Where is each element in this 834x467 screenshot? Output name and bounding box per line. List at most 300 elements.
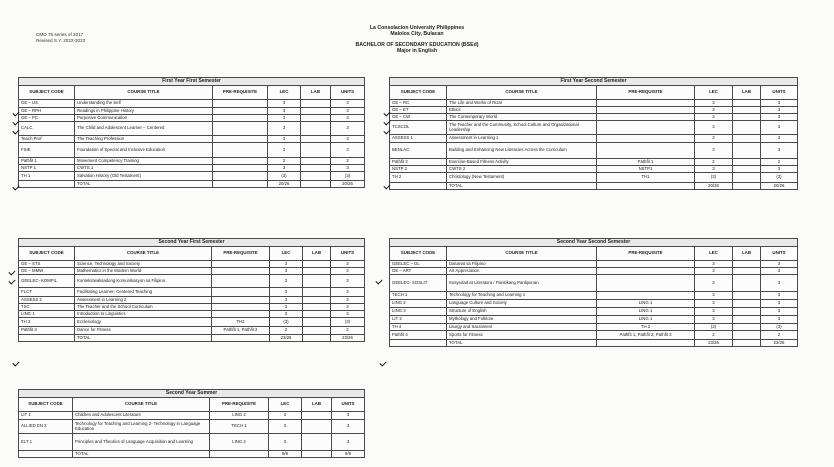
subject-code: Pathfit 3 xyxy=(19,327,75,335)
units-value: 3 xyxy=(761,135,798,143)
units-value: (3) xyxy=(331,172,365,181)
units-value: 2 xyxy=(331,158,365,165)
subject-code xyxy=(19,451,73,458)
column-header-prereq: PRE-REQUISITE xyxy=(213,86,268,100)
course-title: Technology for Teaching and Learning 1 xyxy=(447,292,597,300)
school-city: Malolos City, Bulacan xyxy=(390,31,444,37)
course-row xyxy=(390,107,798,114)
units-value: 3 xyxy=(331,297,365,304)
course-row xyxy=(390,292,798,300)
lab-value xyxy=(302,451,332,458)
units-value: 2 xyxy=(331,327,365,335)
course-title: Exercise-Based Fitness Activity xyxy=(447,159,597,166)
course-title: Foundation of Special and Inclusive Education xyxy=(75,143,213,158)
subject-code: NSTP 2 xyxy=(390,166,447,173)
units-value: 3 xyxy=(331,261,365,268)
lec-value: (3) xyxy=(268,172,301,181)
pre-requisite xyxy=(213,122,268,136)
pre-requisite xyxy=(212,268,270,275)
column-header-code: SUBJECT CODE xyxy=(19,398,73,412)
lab-value xyxy=(733,292,761,300)
course-row xyxy=(390,331,798,340)
column-header-lec: LEC xyxy=(269,398,302,412)
pre-requisite xyxy=(213,181,268,188)
course-row xyxy=(19,122,365,136)
units-value: 23/26 xyxy=(761,340,798,347)
lab-value xyxy=(733,331,761,340)
second-year-summer-table xyxy=(18,389,365,458)
lab-value xyxy=(301,165,331,172)
course-title: Building and Enhancing New Literacies Across the Curriculum xyxy=(447,143,597,159)
lec-value: 2 xyxy=(270,327,303,335)
course-title: TOTAL xyxy=(73,451,210,458)
second-year-first-semester-table xyxy=(18,238,365,342)
course-row xyxy=(19,304,365,311)
subject-code: GEELEC- SOSLIT xyxy=(390,275,447,292)
course-title: Principles and Theories of Language Acquisition and Learning xyxy=(73,434,210,451)
lab-value xyxy=(302,434,332,451)
subject-code: GE – PC xyxy=(19,115,75,122)
pre-requisite: TECH 1 xyxy=(210,420,269,434)
column-header-lec: LEC xyxy=(270,247,303,261)
units-value: 20/26 xyxy=(761,183,798,190)
units-value: 3 xyxy=(761,261,798,268)
course-row xyxy=(19,261,365,268)
pre-requisite xyxy=(213,108,268,115)
units-value: 3 xyxy=(331,268,365,275)
lec-value: 3 xyxy=(695,261,733,268)
subject-code: BENLAC xyxy=(390,143,447,159)
lab-value xyxy=(733,324,761,331)
lab-value xyxy=(303,275,331,288)
pre-requisite xyxy=(597,292,695,300)
course-title: Liturgy and Sacrament xyxy=(447,324,597,331)
subject-code: GE – RPH xyxy=(19,108,75,115)
subject-code: GEELEC- KOMFIL xyxy=(19,275,75,288)
units-value: 3 xyxy=(332,420,365,434)
course-row xyxy=(19,143,365,158)
lab-value xyxy=(733,268,761,275)
column-header-lec: LEC xyxy=(695,247,733,261)
pre-requisite: TH1 xyxy=(597,173,695,183)
units-value: 3 xyxy=(761,300,798,308)
course-title: Ecclesiology xyxy=(75,318,212,327)
course-row xyxy=(19,158,365,165)
pre-requisite xyxy=(597,340,695,347)
units-value: 3 xyxy=(331,275,365,288)
column-header-title: COURSE TITLE xyxy=(75,247,212,261)
course-title: Assessment in Learning 2 xyxy=(75,297,212,304)
lec-value: 3 xyxy=(268,122,301,136)
course-row xyxy=(390,275,798,292)
subject-code: TH 1 xyxy=(19,172,75,181)
subject-code: GEELEC – DL xyxy=(390,261,447,268)
course-title: CWTS 1 xyxy=(75,165,213,172)
units-value: 3 xyxy=(761,316,798,324)
course-title: Introduction to Linguistics xyxy=(75,311,212,318)
checkmark-icon xyxy=(12,183,19,190)
units-value: 3 xyxy=(331,122,365,136)
subject-code: ASSESS 1 xyxy=(390,135,447,143)
lec-value: 23/26 xyxy=(270,335,303,342)
subject-code xyxy=(19,181,75,188)
lab-value xyxy=(733,121,761,135)
course-title: Assessment in Learning 1 xyxy=(447,135,597,143)
pre-requisite xyxy=(597,143,695,159)
lab-value xyxy=(733,308,761,316)
lec-value: 9/9 xyxy=(269,451,302,458)
course-row xyxy=(19,311,365,318)
course-title: The Life and Works of Rizal xyxy=(447,100,597,107)
column-header-units: UNITS xyxy=(761,247,798,261)
course-row xyxy=(390,308,798,316)
units-value: 3 xyxy=(331,311,365,318)
pre-requisite xyxy=(212,335,270,342)
subject-code: Pathfit 4 xyxy=(390,331,447,340)
lab-value xyxy=(733,114,761,121)
course-row xyxy=(19,318,365,327)
lab-value xyxy=(733,173,761,183)
subject-code: ASSESS 2 xyxy=(19,297,75,304)
lab-value xyxy=(733,316,761,324)
pre-requisite: LING 2 xyxy=(210,412,269,420)
checkmark-icon xyxy=(8,277,15,284)
column-header-lec: LEC xyxy=(268,86,301,100)
subject-code: TECH 1 xyxy=(390,292,447,300)
column-header-title: COURSE TITLE xyxy=(75,86,213,100)
pre-requisite xyxy=(597,121,695,135)
course-row xyxy=(390,268,798,275)
course-title: The Teacher and the Community, School Culture and Organizational Leadership xyxy=(447,121,597,135)
first-year-second-semester-table xyxy=(389,77,798,190)
course-row xyxy=(19,275,365,288)
subject-code: TSC xyxy=(19,304,75,311)
subject-code: FLCT xyxy=(19,288,75,297)
column-header-code: SUBJECT CODE xyxy=(390,247,447,261)
course-title: Art Appreciation xyxy=(447,268,597,275)
subject-code: TCSCOL xyxy=(390,121,447,135)
lab-value xyxy=(301,143,331,158)
subject-code: FSIE xyxy=(19,143,75,158)
course-title: Dalumat sa Filipino xyxy=(447,261,597,268)
pre-requisite xyxy=(212,275,270,288)
total-row xyxy=(19,335,365,342)
lab-value xyxy=(301,115,331,122)
subject-code: LING 2 xyxy=(390,300,447,308)
pre-requisite xyxy=(213,115,268,122)
subject-code: GE – RC xyxy=(390,100,447,107)
pre-requisite xyxy=(213,143,268,158)
total-row xyxy=(390,183,798,190)
course-row xyxy=(390,173,798,183)
lab-value xyxy=(303,261,331,268)
lec-value: 3 xyxy=(695,268,733,275)
subject-code: GE – US xyxy=(19,100,75,108)
lab-value xyxy=(303,318,331,327)
subject-code: LING 1 xyxy=(19,311,75,318)
course-row xyxy=(19,268,365,275)
subject-code xyxy=(390,340,447,347)
lec-value: 3 xyxy=(695,308,733,316)
course-row xyxy=(390,114,798,121)
lec-value: 3 xyxy=(269,434,302,451)
course-title: The Teaching Profession xyxy=(75,136,213,143)
column-header-units: UNITS xyxy=(332,398,365,412)
subject-code: Pathfit 2 xyxy=(390,159,447,166)
lec-value: 3 xyxy=(270,261,303,268)
subject-code xyxy=(19,335,75,342)
lec-value: (3) xyxy=(695,324,733,331)
course-row xyxy=(19,412,365,420)
lec-value: 3 xyxy=(695,114,733,121)
course-title: Christology (New Testament) xyxy=(447,173,597,183)
course-row xyxy=(390,166,798,173)
lec-value: 3 xyxy=(270,268,303,275)
semester-caption: Second Year Second Semester xyxy=(390,239,798,247)
lec-value: 20/26 xyxy=(268,181,301,188)
course-row xyxy=(19,172,365,181)
course-title: The Child and Adolescent Learner – Centered xyxy=(75,122,213,136)
course-title: Children and Adolescent Literature xyxy=(73,412,210,420)
pre-requisite: LING 2 xyxy=(210,434,269,451)
course-title: Sports for Fitness xyxy=(447,331,597,340)
cmo-line: CMO 75 series of 2017 xyxy=(36,32,84,37)
course-title: Structure of English xyxy=(447,308,597,316)
units-value: 3 xyxy=(761,143,798,159)
subject-code: GE – STS xyxy=(19,261,75,268)
lec-value: 3 xyxy=(270,275,303,288)
lec-value: (3) xyxy=(270,318,303,327)
lec-value: 3 xyxy=(695,300,733,308)
lec-value: 3 xyxy=(695,107,733,114)
units-value: 3 xyxy=(761,100,798,107)
column-header-title: COURSE TITLE xyxy=(73,398,210,412)
revision-line: Revised S.Y. 2022-2023 xyxy=(36,38,86,43)
lec-value: 3 xyxy=(695,135,733,143)
units-value: 3 xyxy=(331,143,365,158)
pre-requisite xyxy=(212,288,270,297)
course-title: TOTAL xyxy=(447,340,597,347)
lec-value: 3 xyxy=(268,143,301,158)
course-row xyxy=(390,143,798,159)
course-row xyxy=(19,136,365,143)
course-title: Salvation History (Old Testament) xyxy=(75,172,213,181)
pre-requisite xyxy=(212,304,270,311)
lab-value xyxy=(733,166,761,173)
program-major: Major in English xyxy=(396,48,438,54)
lec-value: 3 xyxy=(269,420,302,434)
lab-value xyxy=(733,275,761,292)
course-row xyxy=(390,159,798,166)
pre-requisite xyxy=(597,114,695,121)
units-value: (3) xyxy=(761,173,798,183)
course-title: Dance for Fitness xyxy=(75,327,212,335)
column-header-prereq: PRE-REQUISITE xyxy=(597,247,695,261)
pre-requisite: LING 1 xyxy=(597,316,695,324)
course-title: CWTS 2 xyxy=(447,166,597,173)
subject-code: LIT 2 xyxy=(390,316,447,324)
total-row xyxy=(390,340,798,347)
course-row xyxy=(390,261,798,268)
pre-requisite: Pathfit 1, Pathfit 2, Pathfit 3 xyxy=(597,331,695,340)
column-header-lab: LAB xyxy=(733,86,761,100)
units-value: 3 xyxy=(332,412,365,420)
lec-value: 3 xyxy=(268,108,301,115)
lab-value xyxy=(301,100,331,108)
units-value: 3 xyxy=(332,434,365,451)
total-row xyxy=(19,451,365,458)
column-header-lec: LEC xyxy=(695,86,733,100)
course-title: The Contemporary World xyxy=(447,114,597,121)
course-row xyxy=(19,108,365,115)
lab-value xyxy=(733,135,761,143)
semester-caption: Second Year First Semester xyxy=(19,239,365,247)
pre-requisite: LING 1 xyxy=(597,300,695,308)
lab-value xyxy=(733,143,761,159)
lec-value: 3 xyxy=(268,165,301,172)
lab-value xyxy=(301,122,331,136)
course-row xyxy=(19,165,365,172)
course-title: Kontekstwalisadong Komunikasyon sa Filipino xyxy=(75,275,212,288)
course-row xyxy=(19,434,365,451)
units-value: (3) xyxy=(331,318,365,327)
course-row xyxy=(390,324,798,331)
first-year-first-semester-table xyxy=(18,77,365,188)
course-title: Science, Technology and Society xyxy=(75,261,212,268)
lab-value xyxy=(733,183,761,190)
lec-value: 3 xyxy=(270,288,303,297)
units-value: 3 xyxy=(761,121,798,135)
course-row xyxy=(19,100,365,108)
lab-value xyxy=(301,158,331,165)
lec-value: 2 xyxy=(695,331,733,340)
column-header-title: COURSE TITLE xyxy=(447,247,597,261)
units-value: 2 xyxy=(761,159,798,166)
course-row xyxy=(390,135,798,143)
column-header-lab: LAB xyxy=(733,247,761,261)
course-row xyxy=(19,297,365,304)
column-header-lab: LAB xyxy=(302,398,332,412)
units-value: 20/26 xyxy=(331,181,365,188)
course-title: Movement Competency Training xyxy=(75,158,213,165)
units-value: 3 xyxy=(331,100,365,108)
pre-requisite: LING 1 xyxy=(597,308,695,316)
total-row xyxy=(19,181,365,188)
lec-value: 3 xyxy=(268,136,301,143)
course-row xyxy=(390,121,798,135)
units-value: 3 xyxy=(331,115,365,122)
course-row xyxy=(19,327,365,335)
course-title: Technology for Teaching and Learning 2- Technology in Language Education xyxy=(73,420,210,434)
lab-value xyxy=(303,335,331,342)
course-row xyxy=(390,316,798,324)
lab-value xyxy=(301,136,331,143)
pre-requisite xyxy=(597,107,695,114)
pre-requisite xyxy=(597,261,695,268)
pre-requisite xyxy=(597,275,695,292)
units-value: 3 xyxy=(761,107,798,114)
lec-value: 3 xyxy=(695,100,733,107)
column-header-prereq: PRE-REQUISITE xyxy=(212,247,270,261)
lec-value: 3 xyxy=(695,275,733,292)
column-header-code: SUBJECT CODE xyxy=(19,247,75,261)
lec-value: 3 xyxy=(270,304,303,311)
lab-value xyxy=(303,268,331,275)
column-header-code: SUBJECT CODE xyxy=(19,86,75,100)
column-header-prereq: PRE-REQUISITE xyxy=(210,398,269,412)
lab-value xyxy=(303,311,331,318)
lec-value: 3 xyxy=(270,311,303,318)
units-value: 2 xyxy=(761,331,798,340)
lab-value xyxy=(733,159,761,166)
checkmark-icon xyxy=(8,268,15,275)
course-title: Understanding the Self xyxy=(75,100,213,108)
lab-value xyxy=(733,100,761,107)
course-row xyxy=(390,100,798,107)
pre-requisite xyxy=(210,451,269,458)
pre-requisite xyxy=(213,100,268,108)
subject-code: ALLIED EN 2 xyxy=(19,420,73,434)
lec-value: 20/26 xyxy=(695,183,733,190)
units-value: 3 xyxy=(331,304,365,311)
pre-requisite xyxy=(213,172,268,181)
lec-value: 3 xyxy=(695,292,733,300)
lec-value: 3 xyxy=(268,115,301,122)
course-title: Mythology and Folklore xyxy=(447,316,597,324)
lab-value xyxy=(733,261,761,268)
program-title: BACHELOR OF SECONDARY EDUCATION (BSEd) xyxy=(355,42,479,48)
course-title: Mathematics in the Modern World xyxy=(75,268,212,275)
lab-value xyxy=(303,304,331,311)
subject-code: Pathfit 1 xyxy=(19,158,75,165)
lec-value: 23/26 xyxy=(695,340,733,347)
lec-value: 3 xyxy=(270,297,303,304)
course-title: Sosyedad at Literatura / Panitikang Panlipunan xyxy=(447,275,597,292)
course-row xyxy=(19,420,365,434)
units-value: 3 xyxy=(331,165,365,172)
semester-caption: Second Year Summer xyxy=(19,390,365,398)
subject-code: GE – ART xyxy=(390,268,447,275)
column-header-code: SUBJECT CODE xyxy=(390,86,447,100)
column-header-units: UNITS xyxy=(331,247,365,261)
pre-requisite: Pathfit 1 xyxy=(597,159,695,166)
pre-requisite xyxy=(212,311,270,318)
lec-value: 3 xyxy=(695,166,733,173)
course-title: Facilitating Learner- Centered Teaching xyxy=(75,288,212,297)
pre-requisite xyxy=(597,135,695,143)
checkmark-icon xyxy=(375,277,382,284)
units-value: 3 xyxy=(761,308,798,316)
units-value: 3 xyxy=(761,275,798,292)
pre-requisite xyxy=(212,297,270,304)
pre-requisite xyxy=(213,158,268,165)
lec-value: 3 xyxy=(268,100,301,108)
pre-requisite xyxy=(597,268,695,275)
column-header-units: UNITS xyxy=(761,86,798,100)
lab-value xyxy=(302,420,332,434)
course-title: The Teacher and the School Curriculum xyxy=(75,304,212,311)
subject-code xyxy=(390,183,447,190)
units-value: 3 xyxy=(761,114,798,121)
lec-value: (3) xyxy=(695,173,733,183)
units-value: 3 xyxy=(761,292,798,300)
course-row xyxy=(390,300,798,308)
subject-code: LING 3 xyxy=(390,308,447,316)
units-value: 3 xyxy=(331,108,365,115)
column-header-lab: LAB xyxy=(303,247,331,261)
lec-value: 3 xyxy=(695,143,733,159)
pre-requisite: TH2 xyxy=(212,318,270,327)
